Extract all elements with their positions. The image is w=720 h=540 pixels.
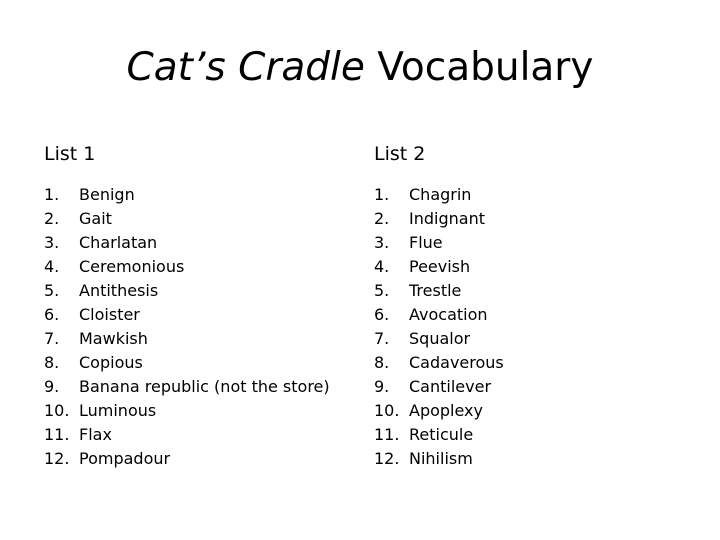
item-number: 2. [44, 209, 60, 228]
vocab-word: Cantilever [409, 377, 492, 396]
list-item [374, 279, 674, 303]
list-item [44, 447, 344, 471]
title-italic-part: Cat’s Cradle [126, 45, 365, 90]
vocab-word: Avocation [409, 305, 488, 324]
list-item [374, 375, 674, 399]
vocab-word: Luminous [79, 401, 157, 420]
list-item [374, 351, 674, 375]
list-item [44, 303, 344, 327]
item-number: 3. [374, 233, 390, 252]
list-heading: List 2 [374, 143, 426, 165]
item-number: 12. [374, 449, 400, 468]
item-number: 8. [374, 353, 390, 372]
vocab-word: Antithesis [79, 281, 159, 300]
item-number: 9. [44, 377, 60, 396]
list-item [44, 327, 344, 351]
vocab-word: Flue [409, 233, 443, 252]
vocab-list-1 [44, 140, 344, 471]
list-item [374, 399, 674, 423]
vocab-word: Gait [79, 209, 112, 228]
item-number: 2. [374, 209, 390, 228]
word-list [374, 183, 674, 471]
item-number: 10. [374, 401, 400, 420]
item-number: 4. [44, 257, 60, 276]
list-item [374, 303, 674, 327]
vocab-word: Mawkish [79, 329, 148, 348]
vocab-word: Benign [79, 185, 135, 204]
vocab-word: Indignant [409, 209, 485, 228]
list-item [374, 447, 674, 471]
list-item [44, 399, 344, 423]
list-item [44, 183, 344, 207]
list-item [44, 375, 344, 399]
vocab-word: Peevish [409, 257, 471, 276]
list-item [374, 207, 674, 231]
vocab-word: Flax [79, 425, 112, 444]
item-number: 11. [44, 425, 70, 444]
item-number: 11. [374, 425, 400, 444]
vocab-word: Trestle [409, 281, 462, 300]
vocab-word: Pompadour [79, 449, 171, 468]
page-title [0, 42, 720, 94]
list-heading: List 1 [44, 143, 96, 165]
item-number: 10. [44, 401, 70, 420]
item-number: 7. [374, 329, 390, 348]
vocab-word: Chagrin [409, 185, 472, 204]
list-item [44, 255, 344, 279]
list-item [44, 351, 344, 375]
vocab-word: Reticule [409, 425, 474, 444]
vocab-word: Squalor [409, 329, 471, 348]
item-number: 6. [374, 305, 390, 324]
item-number: 12. [44, 449, 70, 468]
item-number: 4. [374, 257, 390, 276]
title-rest: Vocabulary [377, 45, 594, 90]
list-item [44, 279, 344, 303]
vocab-word: Cloister [79, 305, 140, 324]
item-number: 1. [44, 185, 60, 204]
list-item [44, 423, 344, 447]
item-number: 5. [44, 281, 60, 300]
vocab-word: Ceremonious [79, 257, 185, 276]
vocab-word: Cadaverous [409, 353, 504, 372]
vocab-word: Charlatan [79, 233, 158, 252]
list-item [374, 327, 674, 351]
item-number: 7. [44, 329, 60, 348]
item-number: 6. [44, 305, 60, 324]
item-number: 9. [374, 377, 390, 396]
list-item [374, 255, 674, 279]
vocab-word: Nihilism [409, 449, 473, 468]
list-item [374, 231, 674, 255]
vocab-list-2 [374, 140, 674, 471]
list-item [374, 423, 674, 447]
vocab-word: Copious [79, 353, 143, 372]
word-list [44, 183, 344, 471]
vocab-word: Apoplexy [409, 401, 483, 420]
item-number: 8. [44, 353, 60, 372]
item-number: 3. [44, 233, 60, 252]
item-number: 1. [374, 185, 390, 204]
list-item [44, 207, 344, 231]
item-number: 5. [374, 281, 390, 300]
list-item [44, 231, 344, 255]
vocab-word: Banana republic (not the store) [79, 377, 330, 396]
list-item [374, 183, 674, 207]
